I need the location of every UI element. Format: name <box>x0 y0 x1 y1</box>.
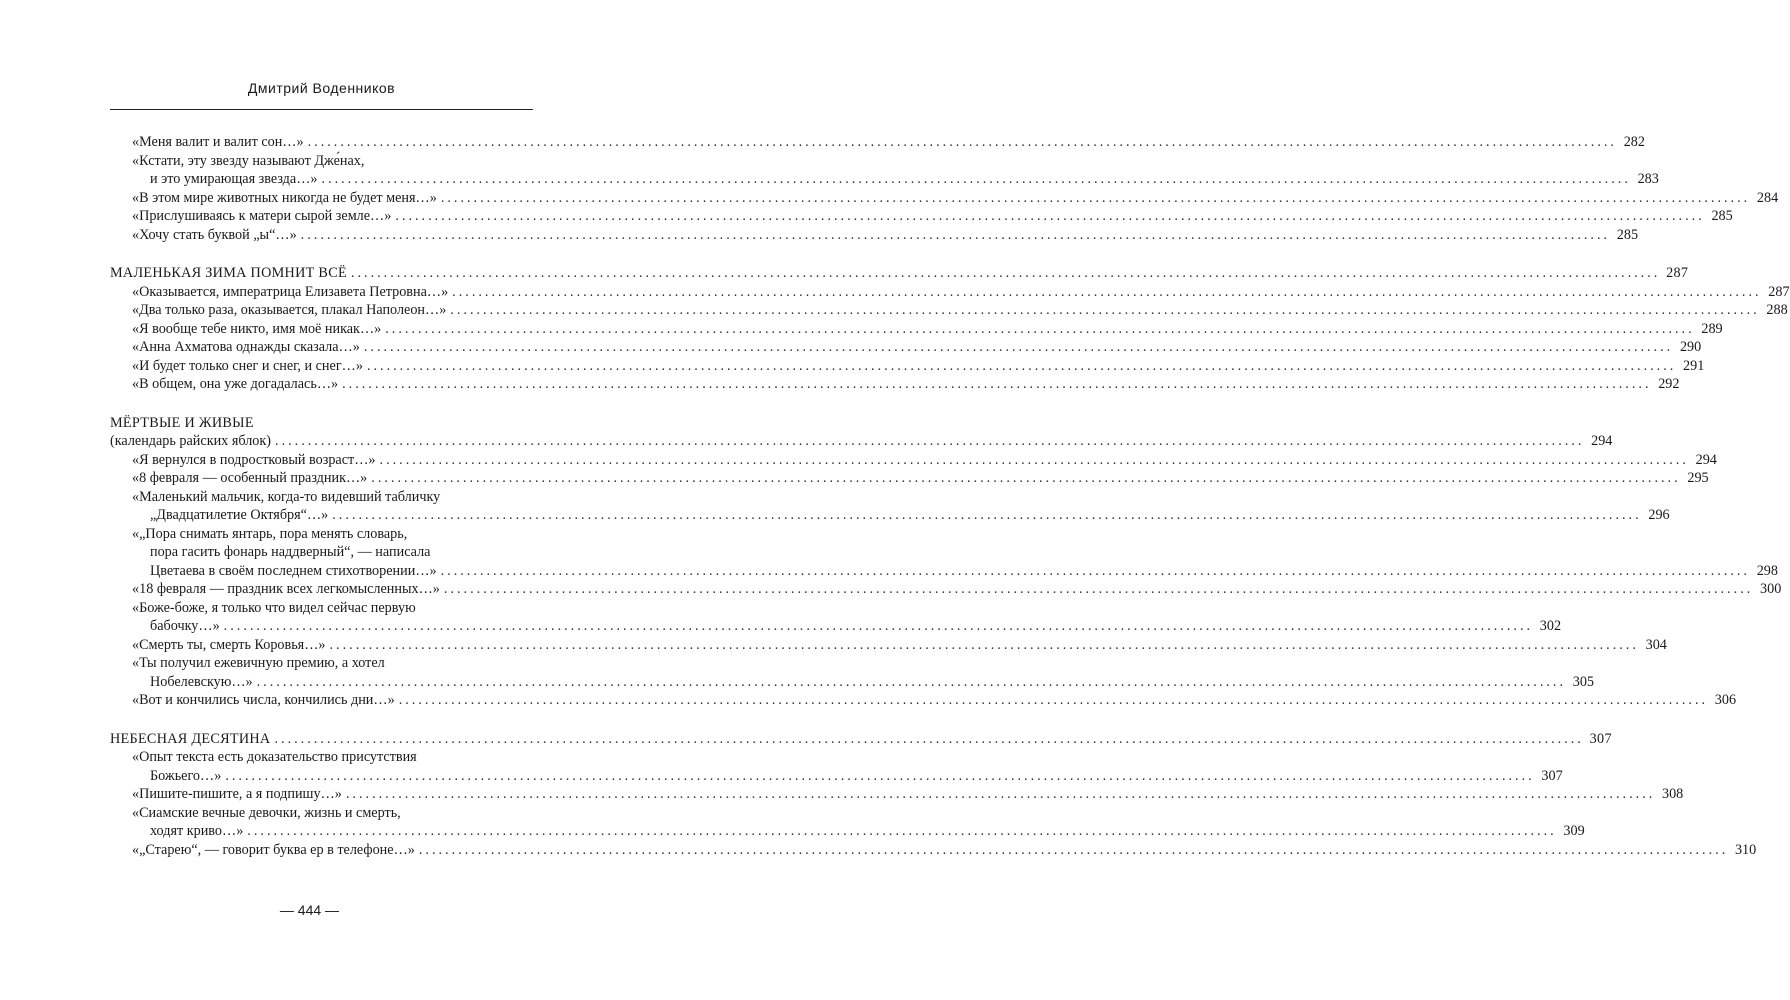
dot-leader: ........................................................................................................................................................................................................ <box>247 823 1557 839</box>
toc-entry <box>110 320 1723 339</box>
toc-entry <box>110 636 1667 655</box>
dot-leader: ........................................................................................................................................................................................................ <box>363 339 1674 355</box>
toc-entry <box>110 841 1757 860</box>
toc-entry-text: «Прислушиваясь к матери сырой земле…» <box>132 208 392 224</box>
toc-entry <box>110 506 1670 525</box>
page-ref: 291 <box>1683 357 1705 374</box>
toc-entry <box>110 525 498 544</box>
toc-entry <box>110 451 1717 470</box>
toc-entry-text: «Анна Ахматова однажды сказала…» <box>132 339 360 355</box>
toc-entry <box>110 691 1737 710</box>
page-ref: 295 <box>1687 470 1709 486</box>
toc-entry-text: «„Старею“, — говорит буква ер в телефоне…» <box>132 841 415 858</box>
toc-entry-text: пора гасить фонарь наддверный“, — написала <box>150 544 431 560</box>
toc-entry <box>110 152 498 171</box>
toc-entry-text: Божьего…» <box>150 767 222 784</box>
page-ref: 300 <box>1760 581 1782 597</box>
toc-entry <box>110 673 1594 692</box>
toc-entry-text: «В общем, она уже догадалась…» <box>132 376 339 392</box>
dot-leader: ........................................................................................................................................................................................................ <box>350 265 1661 281</box>
toc-entry <box>110 189 1779 208</box>
dot-leader: ........................................................................................................................................................................................................ <box>366 357 1677 374</box>
toc-entry <box>110 748 498 767</box>
page-ref: 290 <box>1679 339 1702 355</box>
toc-entry-text: «18 февраля — праздник всех легкомысленных…» <box>132 581 440 597</box>
page-ref: 302 <box>1539 618 1562 634</box>
section-gap <box>110 244 498 264</box>
dot-leader: ........................................................................................................................................................................................................ <box>300 226 1611 243</box>
dot-leader: ........................................................................................................................................................................................................ <box>329 636 1639 653</box>
section-title-text: МАЛЕНЬКАЯ ЗИМА ПОМНИТ ВСЁ <box>110 265 347 281</box>
toc-entry-text: «Пишите-пишите, а я подпишу…» <box>132 786 342 802</box>
toc-entry <box>110 822 1585 841</box>
dot-leader: ........................................................................................................................................................................................................ <box>307 134 1617 150</box>
page-ref: 292 <box>1658 376 1680 392</box>
toc-entry-text: «Два только раза, оказывается, плакал Наполеон…» <box>132 302 447 318</box>
section-title <box>110 264 1689 283</box>
toc-entry-text: бабочку…» <box>150 618 220 634</box>
toc-entry-text: «Ты получил ежевичную премию, а хотел <box>132 655 385 671</box>
dot-leader: ........................................................................................................................................................................................................ <box>450 302 1760 318</box>
toc-entry-text: и это умирающая звезда…» <box>150 171 318 187</box>
toc-entry-text: «Оказывается, императрица Елизавета Петровна…» <box>132 283 449 300</box>
toc-entry <box>110 654 498 673</box>
dot-leader: ........................................................................................................................................................................................................ <box>379 451 1689 468</box>
toc-entry <box>110 301 1788 320</box>
toc-entry <box>110 767 1563 786</box>
page-ref: 287 <box>1666 265 1689 281</box>
page-ref: 294 <box>1591 433 1613 449</box>
page-ref: 296 <box>1648 507 1670 523</box>
toc-entry-text: «8 февраля — особенный праздник…» <box>132 470 368 486</box>
dot-leader: ........................................................................................................................................................................................................ <box>345 786 1656 802</box>
toc-entry <box>110 488 498 507</box>
toc-entry <box>110 580 1782 599</box>
section-subtitle-text: (календарь райских яблок) <box>110 433 272 449</box>
toc-entry-text: «Я вообще тебе никто, имя моё никак…» <box>132 320 382 337</box>
toc-entry <box>110 469 1709 488</box>
running-header: Дмитрий Воденников <box>247 80 396 96</box>
toc-entry <box>110 785 1684 804</box>
page-ref: 306 <box>1714 692 1737 708</box>
section-title <box>110 414 498 433</box>
toc-entry <box>110 804 498 823</box>
page-number: — 444 — <box>279 902 340 918</box>
toc-entry-text: «Вот и кончились числа, кончились дни…» <box>132 692 395 708</box>
dot-leader: ........................................................................................................................................................................................................ <box>440 562 1750 579</box>
dot-leader: ........................................................................................................................................................................................................ <box>440 189 1751 206</box>
toc-entry <box>110 283 1790 302</box>
toc-entry-text: «Хочу стать буквой „ы“…» <box>132 226 297 243</box>
page-ref: 310 <box>1734 841 1757 858</box>
page-ref: 307 <box>1541 767 1563 784</box>
header-rule <box>110 109 533 110</box>
section-title <box>110 730 1612 749</box>
section-title-text: МЁРТВЫЕ И ЖИВЫЕ <box>110 414 254 431</box>
page-ref: 298 <box>1756 562 1778 579</box>
toc-entry <box>110 133 1645 152</box>
page-ref: 288 <box>1766 302 1788 318</box>
toc-entry-text: Нобелевскую…» <box>150 673 253 690</box>
dot-leader: ........................................................................................................................................................................................................ <box>256 673 1566 690</box>
toc-entry <box>110 226 1639 245</box>
section-title-text: НЕБЕСНАЯ ДЕСЯТИНА <box>110 730 271 747</box>
dot-leader: ........................................................................................................................................................................................................ <box>443 581 1754 597</box>
dot-leader: ........................................................................................................................................................................................................ <box>342 376 1652 392</box>
toc-entry-text: Цветаева в своём последнем стихотворении…» <box>150 562 437 579</box>
toc-entry-text: «И будет только снег и снег, и снег…» <box>132 357 363 374</box>
dot-leader: ........................................................................................................................................................................................................ <box>371 470 1681 486</box>
toc-entry <box>110 599 498 618</box>
table-of-contents <box>110 133 1790 859</box>
section-gap <box>110 710 498 730</box>
section-gap <box>110 394 498 414</box>
toc-entry-text: «Маленький мальчик, когда-то видевший табличку <box>132 488 441 505</box>
dot-leader: ........................................................................................................................................................................................................ <box>452 283 1762 300</box>
page-ref: 287 <box>1768 283 1790 300</box>
page-ref: 305 <box>1572 673 1594 690</box>
dot-leader: ........................................................................................................................................................................................................ <box>225 767 1535 784</box>
toc-entry-text: «Меня валит и валит сон…» <box>132 134 304 150</box>
dot-leader: ........................................................................................................................................................................................................ <box>395 208 1705 224</box>
page-ref: 289 <box>1701 320 1723 337</box>
toc-entry-text: «Боже-боже, я только что видел сейчас первую <box>132 599 416 616</box>
page-ref: 284 <box>1756 189 1779 206</box>
toc-entry-text: «Сиамские вечные девочки, жизнь и смерть, <box>132 804 401 821</box>
page-ref: 285 <box>1711 208 1733 224</box>
toc-entry <box>110 543 498 562</box>
toc-entry <box>110 338 1702 357</box>
toc-entry-text: „Двадцатилетие Октября“…» <box>150 507 329 523</box>
page-ref: 308 <box>1661 786 1684 802</box>
dot-leader: ........................................................................................................................................................................................................ <box>223 618 1534 634</box>
dot-leader: ........................................................................................................................................................................................................ <box>385 320 1695 337</box>
dot-leader: ........................................................................................................................................................................................................ <box>398 692 1709 708</box>
toc-entry <box>110 562 1778 581</box>
toc-entry <box>110 357 1705 376</box>
dot-leader: ........................................................................................................................................................................................................ <box>274 730 1584 747</box>
toc-entry <box>110 375 1680 394</box>
dot-leader: ........................................................................................................................................................................................................ <box>321 171 1631 187</box>
toc-entry-text: «„Пора снимать янтарь, пора менять словарь, <box>132 525 408 542</box>
page-ref: 285 <box>1616 226 1639 243</box>
page-ref: 307 <box>1589 730 1612 747</box>
toc-entry-text: «Опыт текста есть доказательство присутствия <box>132 749 417 765</box>
toc-entry-text: «В этом мире животных никогда не будет меня…» <box>132 189 437 206</box>
toc-entry <box>110 617 1562 636</box>
dot-leader: ........................................................................................................................................................................................................ <box>332 507 1642 523</box>
toc-entry <box>110 170 1659 189</box>
toc-entry <box>110 207 1733 226</box>
dot-leader: ........................................................................................................................................................................................................ <box>418 841 1729 858</box>
toc-entry-text: «Я вернулся в подростковый возраст…» <box>132 451 376 468</box>
dot-leader: ........................................................................................................................................................................................................ <box>275 433 1585 449</box>
page-ref: 309 <box>1563 823 1585 839</box>
page-ref: 283 <box>1637 171 1659 187</box>
page-ref: 282 <box>1623 134 1645 150</box>
toc-entry-text: «Смерть ты, смерть Коровья…» <box>132 636 326 653</box>
section-subtitle <box>110 432 1613 451</box>
toc-entry-text: «Кстати, эту звезду называют Дже́нах, <box>132 152 365 169</box>
page-ref: 294 <box>1695 451 1717 468</box>
page-ref: 304 <box>1645 636 1667 653</box>
toc-entry-text: ходят криво…» <box>150 823 244 839</box>
